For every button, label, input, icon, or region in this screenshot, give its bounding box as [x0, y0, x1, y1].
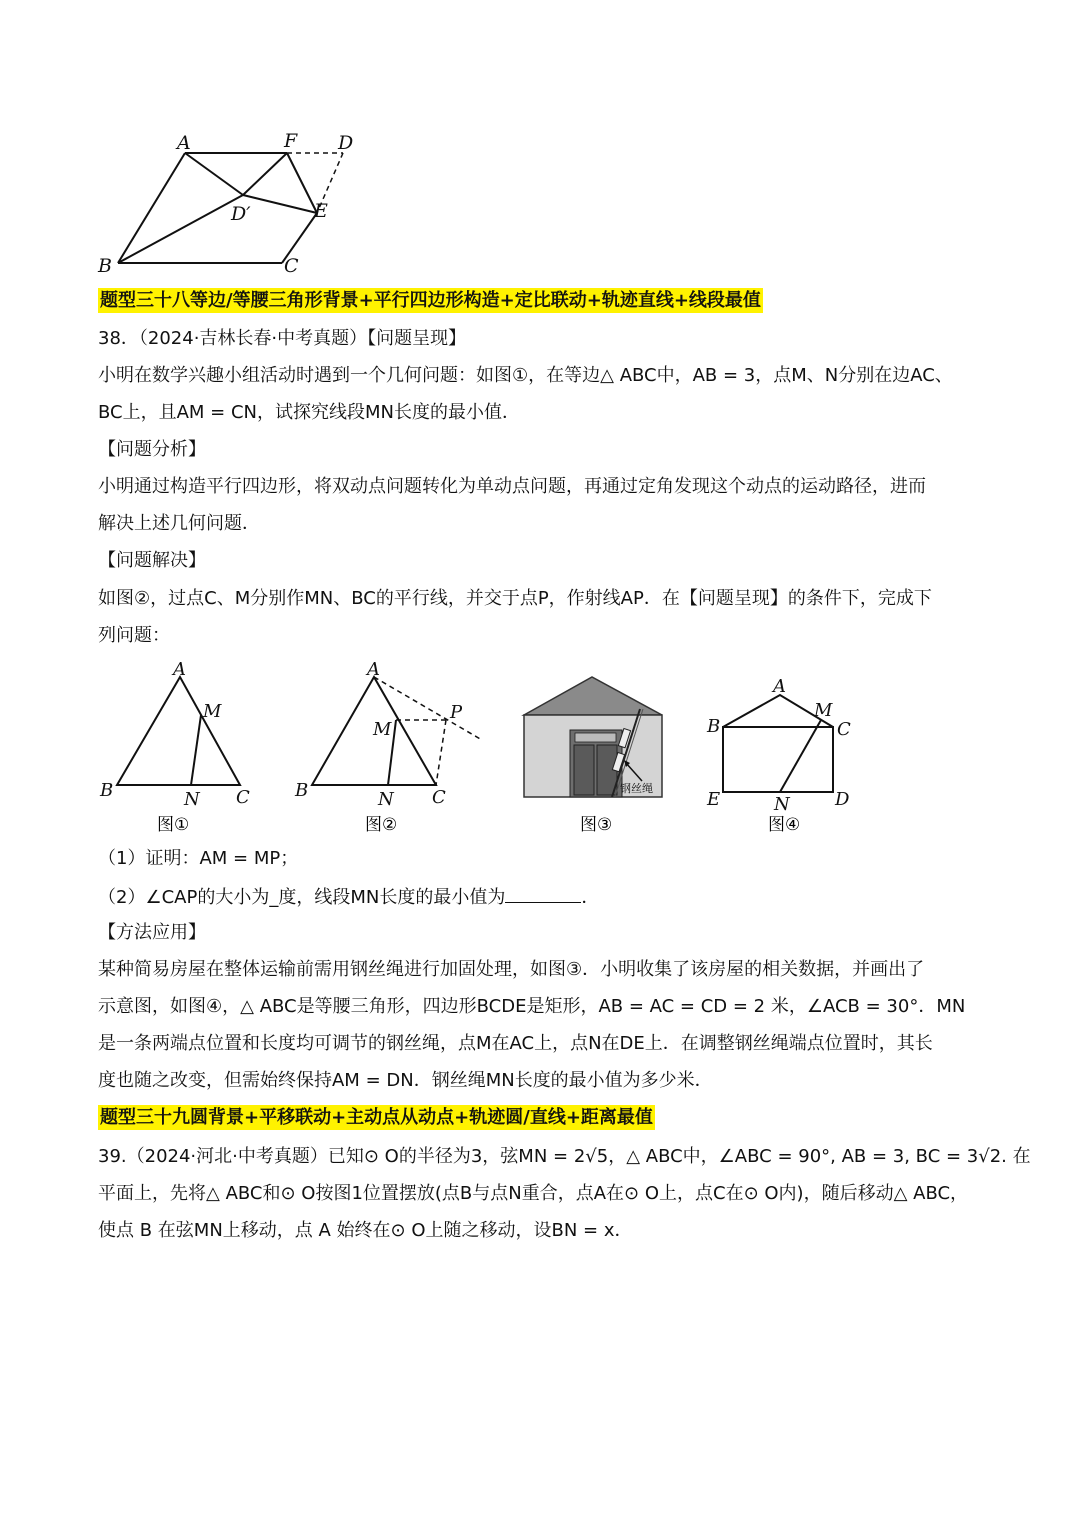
label-F: F [284, 130, 298, 152]
f2-label-A: A [367, 659, 380, 680]
f4-label-C: C [837, 719, 851, 740]
parallelogram-figure [90, 125, 380, 280]
f3-label-wire: 钢丝绳 [620, 782, 653, 795]
q38-q1: （1）证明：AM = MP； [98, 848, 299, 869]
q38-solve-l2: 列问题： [98, 625, 170, 646]
figure-3 [520, 675, 670, 840]
section-38-highlight: 题型三十八等边/等腰三角形背景+平行四边形构造+定比联动+轨迹直线+线段最值 [100, 290, 761, 311]
q38-q2-end: ． [581, 887, 600, 908]
q38-method-l3: 是一条两端点位置和长度均可调节的钢丝绳，点M在AC上，点N在DE上．在调整钢丝绳端点位置时，其长 [98, 1033, 933, 1054]
q38-method-l1: 某种简易房屋在整体运输前需用钢丝绳进行加固处理，如图③．小明收集了该房屋的相关数据，并画出了 [98, 959, 925, 980]
f1-label-N: N [184, 789, 200, 810]
q38-method-l2: 示意图，如图④，△ ABC是等腰三角形，四边形BCDE是矩形，AB = AC = CD = 2 米，∠ACB = 30°．MN [98, 996, 966, 1017]
section-39-title [98, 1106, 655, 1130]
label-D-prime: D′ [231, 203, 251, 225]
q38-p1-l2: BC上，且AM = CN，试探究线段MN长度的最小值． [98, 402, 520, 423]
f4-label-B: B [707, 716, 721, 737]
label-B: B [98, 255, 112, 277]
f4-label-D: D [835, 789, 850, 810]
f4-label-N: N [774, 794, 790, 815]
q39-l3: 使点 B 在弦MN上移动，点 A 始终在⊙ O上随之移动，设BN = x． [98, 1220, 633, 1241]
answer-blank[interactable] [505, 884, 581, 903]
f2-label-B: B [295, 780, 309, 801]
label-C: C [284, 255, 299, 277]
section-38-title [98, 289, 763, 313]
figure-4 [700, 670, 870, 840]
q39-l2: 平面上，先将△ ABC和⊙ O按图1位置摆放(点B与点N重合，点A在⊙ O上，点C在⊙ O内)，随后移动△ ABC， [98, 1183, 969, 1204]
f1-label-M: M [203, 701, 222, 722]
f4-label-M: M [814, 700, 833, 721]
q38-method-l4: 度也随之改变，但需始终保持AM = DN．钢丝绳MN长度的最小值为多少米． [98, 1070, 713, 1091]
q38-header: 38．（2024·吉林长春·中考真题）【问题呈现】 [98, 328, 467, 349]
label-A: A [177, 132, 191, 154]
f2-caption: 图② [365, 815, 398, 835]
f2-label-N: N [378, 789, 394, 810]
q38-q2 [98, 884, 599, 910]
q38-analysis-head: 【问题分析】 [98, 439, 206, 460]
q38-solve-l1: 如图②，过点C、M分别作MN、BC的平行线，并交于点P，作射线AP．在【问题呈现】的条件下，完成下 [98, 588, 932, 609]
f4-label-A: A [773, 676, 786, 697]
q38-p1-l1: 小明在数学兴趣小组活动时遇到一个几何问题：如图①，在等边△ ABC中，AB = 3，点M、N分别在边AC、 [98, 365, 953, 386]
q38-solve-head: 【问题解决】 [98, 550, 206, 571]
label-E: E [314, 200, 328, 222]
f1-label-B: B [100, 780, 114, 801]
f4-label-E: E [707, 789, 721, 810]
f1-caption: 图① [157, 815, 190, 835]
figure-1 [95, 655, 265, 840]
section-39-highlight: 题型三十九圆背景+平移联动+主动点从动点+轨迹圆/直线+距离最值 [100, 1107, 653, 1128]
f4-caption: 图④ [768, 815, 801, 835]
q38-method-head: 【方法应用】 [98, 922, 206, 943]
f2-label-C: C [432, 787, 446, 808]
f1-label-A: A [173, 659, 186, 680]
f1-label-C: C [236, 787, 250, 808]
label-D: D [338, 132, 354, 154]
q39-l1: 39.（2024·河北·中考真题）已知⊙ O的半径为3，弦MN = 2√5，△ ABC中，∠ABC = 90°, AB = 3, BC = 3√2. 在 [98, 1146, 1031, 1167]
f2-label-M: M [373, 719, 392, 740]
f2-label-P: P [450, 702, 463, 723]
f3-caption: 图③ [580, 815, 613, 835]
figure-2 [290, 655, 490, 840]
q38-analysis-l2: 解决上述几何问题． [98, 513, 260, 534]
q38-analysis-l1: 小明通过构造平行四边形，将双动点问题转化为单动点问题，再通过定角发现这个动点的运动路径，进而 [98, 476, 926, 497]
q38-q2-text: （2）∠CAP的大小为_度，线段MN长度的最小值为 [98, 887, 506, 908]
